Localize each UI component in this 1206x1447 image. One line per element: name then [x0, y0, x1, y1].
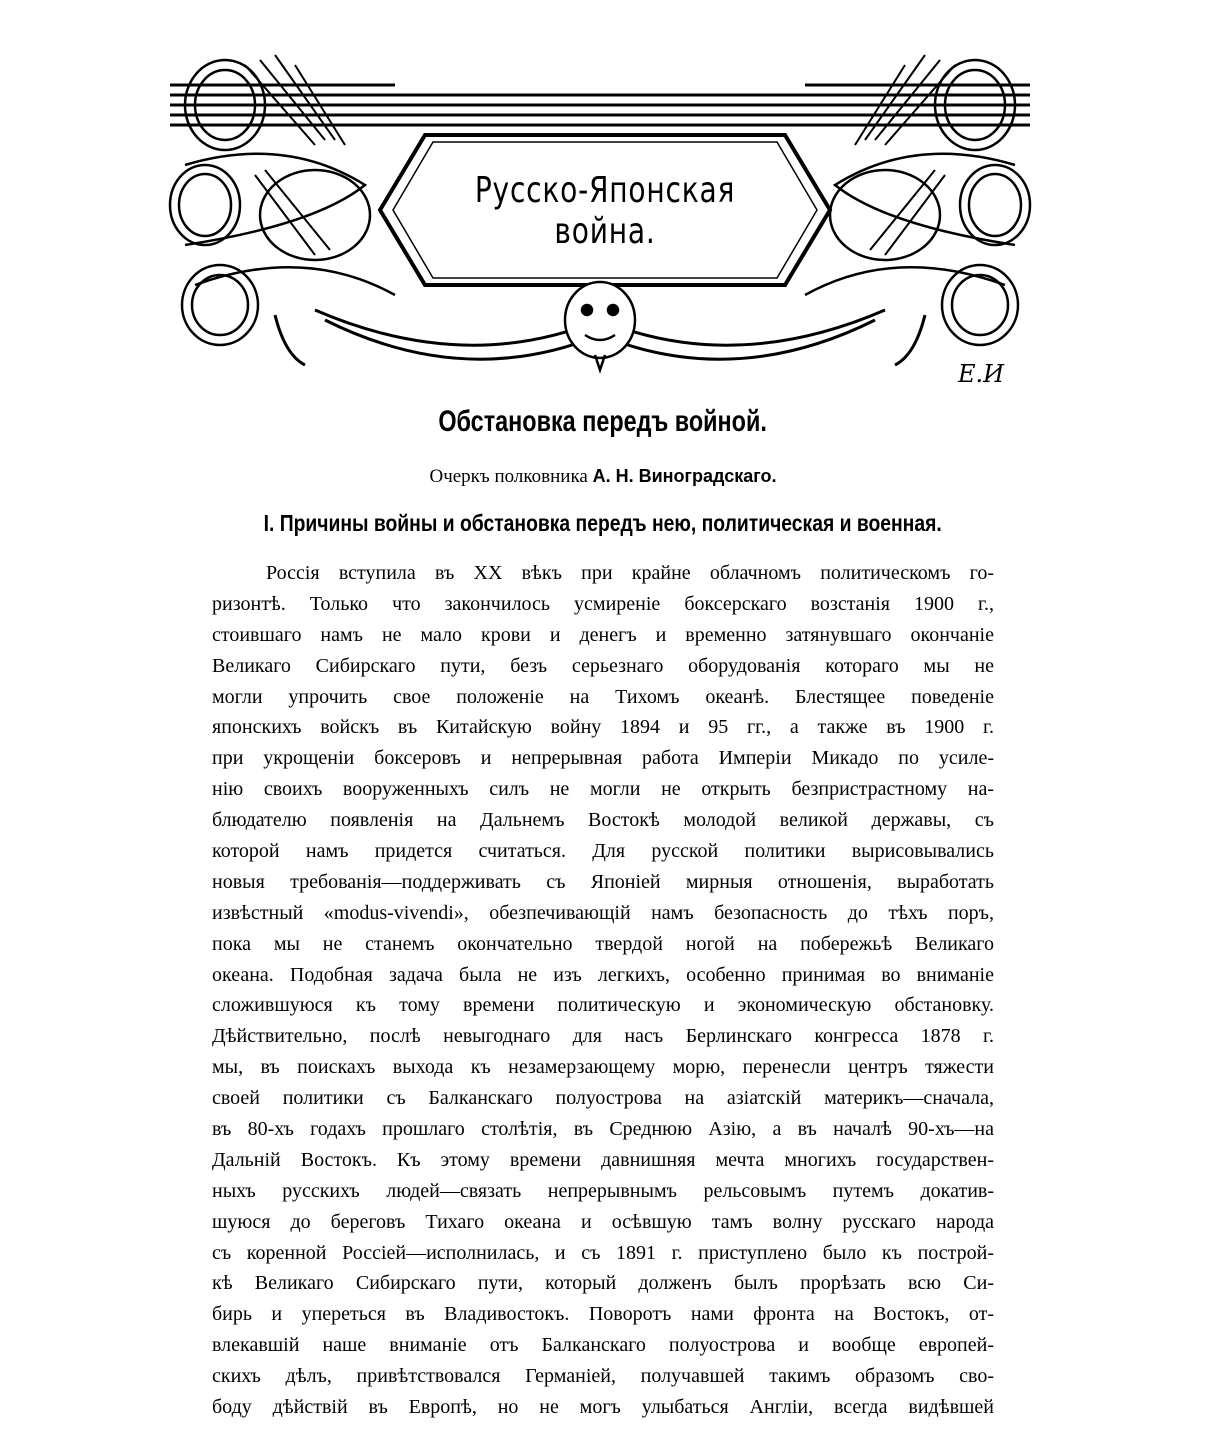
body-line: могли упрочить свое положеніе на Тихомъ океанѣ. Блестящее поведеніе	[212, 685, 994, 708]
lion-mask	[565, 282, 635, 370]
body-line: кѣ Великаго Сибирскаго пути, который долженъ былъ прорѣзать всю Си-	[212, 1272, 994, 1295]
body-line: Дѣйствительно, послѣ невыгоднаго для насъ Берлинскаго конгресса 1878 г.	[212, 1025, 994, 1048]
article-title	[0, 405, 1206, 439]
ribbon-loops-right	[805, 60, 1030, 345]
body-line: новыя требованія—поддерживать съ Японіей мирныя отношенія, выработать	[212, 870, 994, 893]
body-line: скихъ дѣлъ, привѣтствовался Германіей, получавшей такимъ образомъ сво-	[212, 1365, 994, 1388]
body-line: Великаго Сибирскаго пути, безъ серьезнаго оборудованія котораго мы не	[212, 654, 994, 677]
body-line: въ 80-хъ годахъ прошлаго столѣтія, въ Среднюю Азію, а въ началѣ 90-хъ—на	[212, 1118, 994, 1141]
body-line: Дальній Востокъ. Къ этому времени давнишняя мечта многихъ государствен-	[212, 1148, 994, 1171]
body-line: сложившуюся къ тому времени политическую и экономическую обстановку.	[212, 994, 994, 1017]
body-text	[212, 558, 994, 1423]
illustrator-signature: Е.И	[958, 360, 1005, 388]
stripes-right	[805, 85, 1030, 125]
body-line: нію своихъ вооруженныхъ силъ не могли не открыть безпристрастному на-	[212, 778, 994, 801]
body-line: японскихъ войскъ въ Китайскую войну 1894 и 95 гг., а также въ 1900 г.	[212, 716, 994, 739]
body-line: ризонтѣ. Только что закончилось усмиреніе боксерскаго возстанія 1900 г.,	[212, 592, 994, 615]
body-line: шуюся до береговъ Тихаго океана и осѣвшую тамъ волну русскаго народа	[212, 1210, 994, 1233]
body-line: мы, въ поискахъ выхода къ незамерзающему морю, перенесли центръ тяжести	[212, 1056, 994, 1079]
stripes-center	[395, 95, 805, 125]
body-line: бирь и упереться въ Владивостокъ. Поворотъ нами фронта на Востокъ, от-	[212, 1303, 994, 1326]
body-line: стоившаго намъ не мало крови и денегъ и временно затянувшаго окончаніе	[212, 623, 994, 646]
banner-title: Русско-Японская война.	[474, 170, 736, 252]
section-heading	[0, 510, 1206, 537]
body-line: при укрощеніи боксеровъ и непрерывная работа Имперіи Микадо по усиле-	[212, 747, 994, 770]
body-line: своей политики съ Балканскаго полуострова на азіатскій материкъ—сначала,	[212, 1087, 994, 1110]
byline-prefix: Очеркъ полковника	[429, 466, 588, 487]
body-line: океана. Подобная задача была не изъ легкихъ, особенно принимая во вниманіе	[212, 963, 994, 986]
byline	[0, 466, 1206, 488]
body-line: извѣстный «modus-vivendi», обезпечивающій намъ безопасность до тѣхъ поръ,	[212, 901, 994, 924]
body-line: пока мы не станемъ окончательно твердой ногой на побережьѣ Великаго	[212, 932, 994, 955]
body-line: боду дѣйствій въ Европѣ, но не могъ улыбаться Англіи, всегда видѣвшей	[212, 1396, 994, 1419]
body-line: блюдателю появленія на Дальнемъ Востокѣ молодой великой державы, съ	[212, 809, 994, 832]
ribbon-loops-left	[170, 60, 395, 345]
body-line: Россія вступила въ XX вѣкъ при крайне облачномъ политическомъ го-	[266, 562, 994, 584]
body-line: влекавшій наше вниманіе отъ Балканскаго полуострова и вообще европей-	[212, 1334, 994, 1357]
byline-author: А. Н. Виноградскаго.	[592, 466, 777, 486]
section-heading-text: I. Причины войны и обстановка передъ нею, политическая и военная.	[263, 510, 943, 536]
article-title-text: Обстановка передъ войной.	[438, 405, 768, 438]
body-line: съ коренной Россіей—исполнилась, и съ 1891 г. приступлено было къ построй-	[212, 1241, 994, 1264]
body-line: ныхъ русскихъ людей—связать непрерывнымъ рельсовымъ путемъ докатив-	[212, 1179, 994, 1202]
stripes-left	[170, 85, 395, 125]
body-line: которой намъ придется считаться. Для русской политики вырисовывались	[212, 840, 994, 863]
